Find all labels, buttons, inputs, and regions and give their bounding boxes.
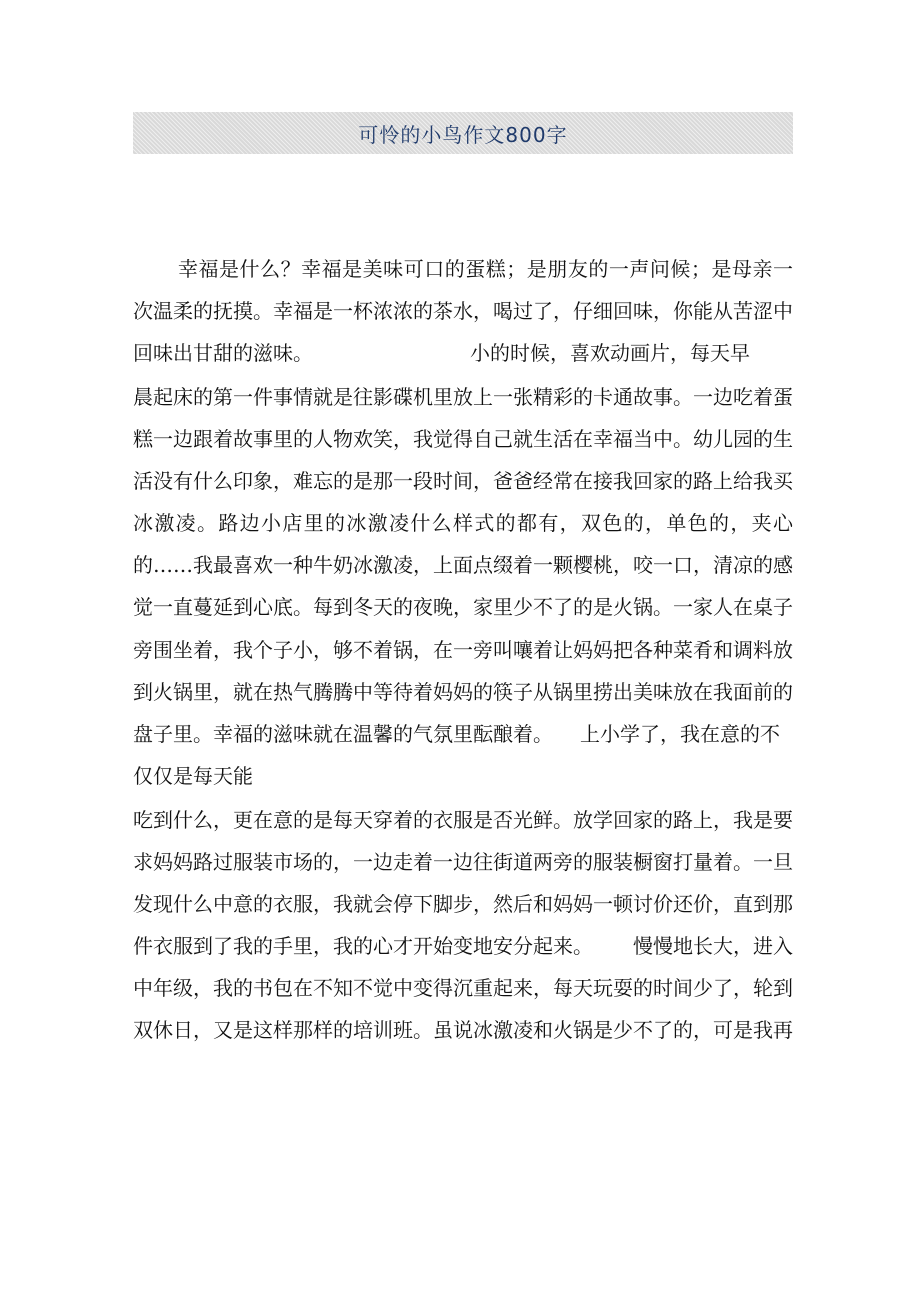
line-segment: 慢慢地长大，进入 <box>633 934 793 958</box>
line-segment: 回味出甘甜的滋味。 <box>133 341 313 365</box>
paragraph-line: 糕一边跟着故事里的人物欢笑，我觉得自己就生活在幸福当中。幼儿园的生 <box>133 427 793 451</box>
line-segment: 件衣服到了我的手里，我的心才开始变地安分起来。 <box>133 934 593 958</box>
paragraph-line: 求妈妈路过服装市场的，一边走着一边往街道两旁的服装橱窗打量着。一旦 <box>133 850 793 874</box>
paragraph-line: 活没有什么印象，难忘的是那一段时间，爸爸经常在接我回家的路上给我买 <box>133 469 793 493</box>
paragraph-line: 双休日，又是这样那样的培训班。虽说冰激凌和火锅是少不了的，可是我再 <box>133 1018 793 1042</box>
paragraph-line: 仅仅是每天能 <box>133 764 253 788</box>
paragraph-line: 觉一直蔓延到心底。每到冬天的夜晚，家里少不了的是火锅。一家人在桌子 <box>133 595 793 619</box>
paragraph-line-split <box>133 338 793 368</box>
line-segment: 小的时候，喜欢动画片，每天早 <box>470 341 750 365</box>
paragraph-line: 幸福是什么？幸福是美味可口的蛋糕；是朋友的一声问候；是母亲一 <box>178 257 793 281</box>
paragraph-line: 旁围坐着，我个子小，够不着锅，在一旁叫嚷着让妈妈把各种菜肴和调料放 <box>133 638 793 662</box>
document-title: 可怜的小鸟作文800字 <box>358 122 568 147</box>
paragraph-line: 中年级，我的书包在不知不觉中变得沉重起来，每天玩耍的时间少了，轮到 <box>133 976 793 1000</box>
paragraph-line: 到火锅里，就在热气腾腾中等待着妈妈的筷子从锅里捞出美味放在我面前的 <box>133 680 793 704</box>
line-segment: 盘子里。幸福的滋味就在温馨的气氛里酝酿着。 <box>133 722 553 746</box>
paragraph-line-split <box>133 719 793 749</box>
paragraph-line: 晨起床的第一件事情就是往影碟机里放上一张精彩的卡通故事。一边吃着蛋 <box>133 385 793 409</box>
paragraph-line: 的……我最喜欢一种牛奶冰激凌，上面点缀着一颗樱桃，咬一口，清凉的感 <box>133 553 793 577</box>
line-segment: 上小学了，我在意的不 <box>580 722 780 746</box>
title-banner <box>133 112 793 154</box>
paragraph-line: 发现什么中意的衣服，我就会停下脚步，然后和妈妈一顿讨价还价，直到那 <box>133 892 793 916</box>
paragraph-line: 冰激凌。路边小店里的冰激凌什么样式的都有，双色的，单色的，夹心 <box>133 511 793 535</box>
paragraph-line-split <box>133 931 793 961</box>
paragraph-line: 吃到什么，更在意的是每天穿着的衣服是否光鲜。放学回家的路上，我是要 <box>133 808 793 832</box>
paragraph-line: 次温柔的抚摸。幸福是一杯浓浓的茶水，喝过了，仔细回味，你能从苦涩中 <box>133 299 793 323</box>
